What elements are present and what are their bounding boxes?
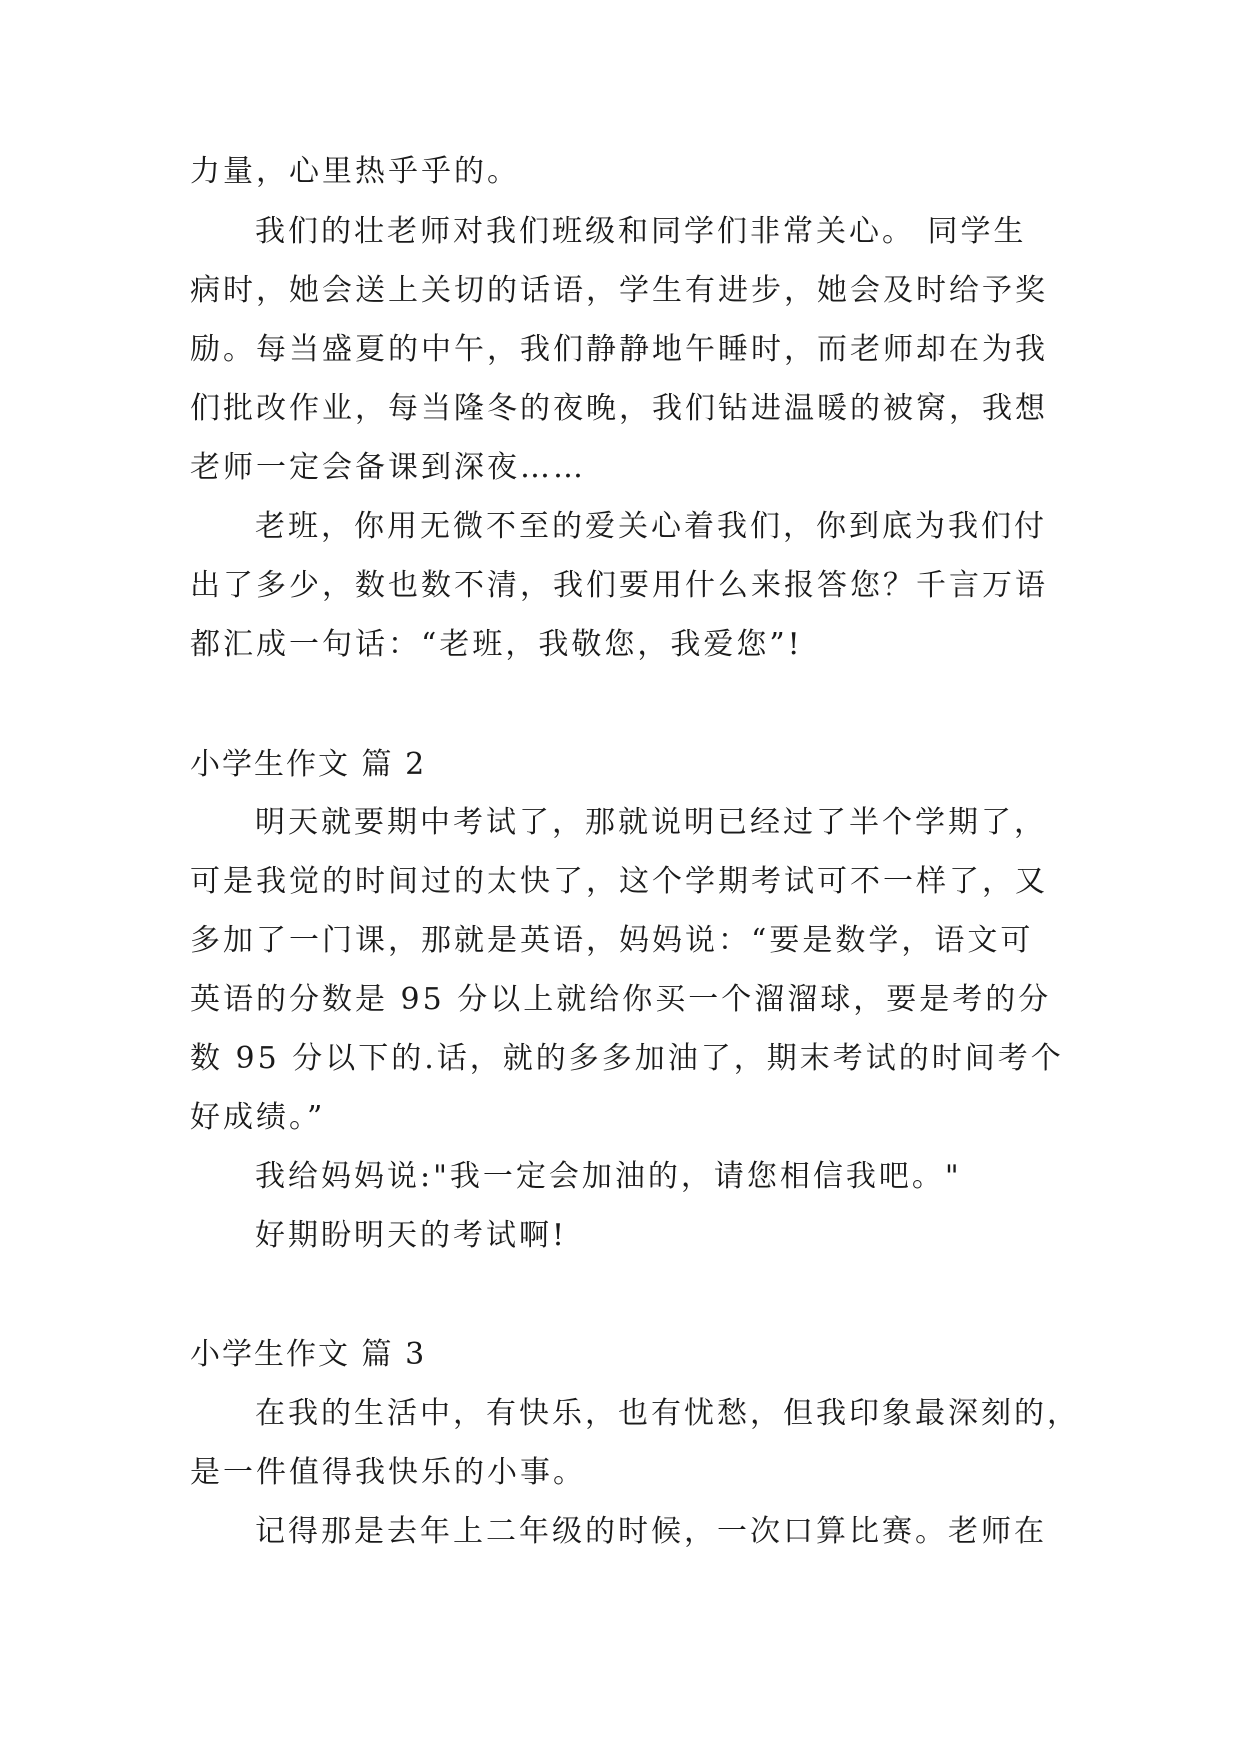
section-heading: 小学生作文 篇 2 (190, 747, 427, 782)
paragraph-line: 老师一定会备课到深夜…… (190, 450, 586, 485)
paragraph-line: 英语的分数是 95 分以上就给你买一个溜溜球，要是考的分 (190, 982, 1052, 1017)
paragraph-line: 数 95 分以下的.话，就的多多加油了，期末考试的时间考个 (190, 1041, 1064, 1076)
paragraph-line: 在我的生活中，有快乐，也有忧愁，但我印象最深刻的， (255, 1396, 1080, 1431)
paragraph-line: 好期盼明天的考试啊! (255, 1218, 568, 1253)
paragraph-line: 老班，你用无微不至的爱关心着我们，你到底为我们付 (255, 509, 1047, 544)
paragraph-line: 是一件值得我快乐的小事。 (190, 1455, 586, 1490)
paragraph-line: 力量，心里热乎乎的。 (190, 154, 520, 189)
paragraph-line: 多加了一门课，那就是英语，妈妈说：“要是数学，语文可 (190, 923, 1034, 958)
paragraph-line: 我给妈妈说:"我一定会加油的，请您相信我吧。" (255, 1159, 962, 1194)
section-heading: 小学生作文 篇 3 (190, 1337, 427, 1372)
paragraph-line: 都汇成一句话：“老班，我敬您，我爱您”! (190, 627, 803, 662)
paragraph-line: 励。每当盛夏的中午，我们静静地午睡时，而老师却在为我 (190, 332, 1048, 367)
paragraph-line: 出了多少，数也数不清，我们要用什么来报答您？千言万语 (190, 568, 1048, 603)
paragraph-line: 我们的壮老师对我们班级和同学们非常关心。 同学生 (255, 214, 1027, 249)
paragraph-line: 明天就要期中考试了，那就说明已经过了半个学期了， (255, 805, 1047, 840)
paragraph-line: 病时，她会送上关切的话语，学生有进步，她会及时给予奖 (190, 273, 1048, 308)
paragraph-line: 好成绩。” (190, 1100, 326, 1135)
paragraph-line: 可是我觉的时间过的太快了，这个学期考试可不一样了，又 (190, 864, 1048, 899)
paragraph-line: 们批改作业，每当隆冬的夜晚，我们钻进温暖的被窝，我想 (190, 391, 1048, 426)
paragraph-line: 记得那是去年上二年级的时候，一次口算比赛。老师在 (255, 1514, 1047, 1549)
